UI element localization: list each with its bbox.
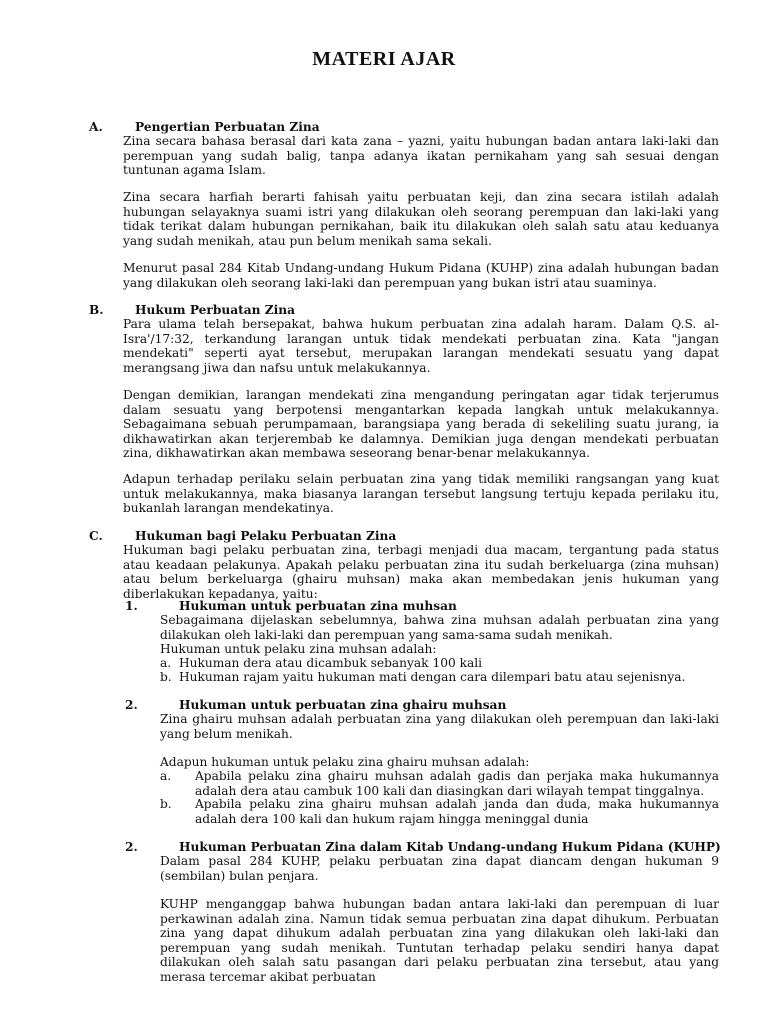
section-b-paragraph-1: Para ulama telah bersepakat, bahwa hukum perbuatan zina adalah haram. Dalam Q.S. al-Isra'/17:32, terkandung larangan untuk tidak mendekati perbuatan zina. Kata "jangan mendekati" seperti ayat tersebut, merupakan larangan mendekati sesuatu yang dapat merangsang jiwa dan nafsu untuk melakukannya. <box>123 317 719 375</box>
section-b-paragraph-3: Adapun terhadap perilaku selain perbuatan zina yang tidak memiliki rangsangan yang kuat untuk melakukannya, maka biasanya larangan tersebut langsung tertuju kepada perilaku itu, bukanlah larangan mendekatinya. <box>123 472 719 516</box>
subsection-3-paragraph-1: Dalam pasal 284 KUHP, pelaku perbuatan zina dapat diancam dengan hukuman 9 (sembilan) bulan penjara. <box>160 854 719 883</box>
subsection-3-heading: Hukuman Perbuatan Zina dalam Kitab Undang-undang Hukum Pidana (KUHP) <box>179 840 721 854</box>
list-item-marker: b. <box>160 797 172 811</box>
section-c-letter: C. <box>89 529 103 543</box>
subsection-3-paragraph-2: KUHP menganggap bahwa hubungan badan antara laki-laki dan perempuan di luar perkawinan adalah zina. Namun tidak semua perbuatan zina dapat dihukum. Perbuatan zina yang dapat dihukum adalah perbuatan zina yang dilakukan oleh laki-laki dan perempuan yang sudah menikah. Tuntutan terhadap pelaku sendiri hanya dapat dilakukan oleh salah satu pasangan dari pelaku perbuatan zina tersebut, atau yang merasa tercemar akibat perbuatan <box>160 897 719 984</box>
subsection-3-number: 2. <box>125 840 138 854</box>
section-b-heading: Hukum Perbuatan Zina <box>135 303 296 317</box>
list-item: Hukuman rajam yaitu hukuman mati dengan cara dilempari batu atau sejenisnya. <box>179 670 686 684</box>
list-item: Apabila pelaku zina ghairu muhsan adalah gadis dan perjaka maka hukumannya adalah dera atau cambuk 100 kali dan diasingkan dari wilayah tempat tinggalnya. <box>195 769 719 798</box>
list-item-marker: b. <box>160 670 172 684</box>
subsection-1-paragraph-1: Sebagaimana dijelaskan sebelumnya, bahwa zina muhsan adalah perbuatan zina yang dilakukan oleh laki-laki dan perempuan yang sama-sama sudah menikah. <box>160 613 719 642</box>
list-item-marker: a. <box>160 656 172 670</box>
section-c-paragraph-1: Hukuman bagi pelaku perbuatan zina, terbagi menjadi dua macam, tergantung pada status atau keadaan pelakunya. Apakah pelaku perbuatan zina itu sudah berkeluarga (zina muhsan) atau belum berkeluarga (ghairu muhsan) maka akan membedakan jenis hukuman yang diberlakukan kepadanya, yaitu: <box>123 543 719 601</box>
section-c-heading: Hukuman bagi Pelaku Perbuatan Zina <box>135 529 397 543</box>
subsection-2-heading: Hukuman untuk perbuatan zina ghairu muhsan <box>179 698 507 712</box>
subsection-2-paragraph-2: Adapun hukuman untuk pelaku zina ghairu muhsan adalah: <box>160 755 530 769</box>
list-item-marker: a. <box>160 769 172 783</box>
subsection-2-paragraph-1: Zina ghairu muhsan adalah perbuatan zina yang dilakukan oleh perempuan dan laki-laki yang belum menikah. <box>160 712 719 741</box>
section-a-paragraph-3: Menurut pasal 284 Kitab Undang-undang Hukum Pidana (KUHP) zina adalah hubungan badan yang dilakukan oleh seorang laki-laki dan perempuan yang bukan istri atau suaminya. <box>123 261 719 290</box>
section-a-heading: Pengertian Perbuatan Zina <box>135 120 320 134</box>
section-a-paragraph-1: Zina secara bahasa berasal dari kata zana – yazni, yaitu hubungan badan antara laki-laki dan perempuan yang sudah balig, tanpa adanya ikatan pernikaham yang sah sesuai dengan tuntunan agama Islam. <box>123 134 719 178</box>
subsection-1-number: 1. <box>125 599 138 613</box>
subsection-1-heading: Hukuman untuk perbuatan zina muhsan <box>179 599 457 613</box>
section-a-paragraph-2: Zina secara harfiah berarti fahisah yaitu perbuatan keji, dan zina secara istilah adalah hubungan selayaknya suami istri yang dilakukan oleh seorang perempuan dan laki-laki yang tidak terikat dalam hubungan pernikahan, baik itu dilakukan oleh salah satu atau keduanya yang sudah menikah, atau pun belum menikah sama sekali. <box>123 190 719 248</box>
section-a-letter: A. <box>89 120 103 134</box>
list-item: Apabila pelaku zina ghairu muhsan adalah janda dan duda, maka hukumannya adalah dera 100 kali dan hukum rajam hingga meninggal dunia <box>195 797 719 826</box>
section-b-letter: B. <box>89 303 104 317</box>
subsection-1-paragraph-2: Hukuman untuk pelaku zina muhsan adalah: <box>160 642 437 656</box>
section-b-paragraph-2: Dengan demikian, larangan mendekati zina mengandung peringatan agar tidak terjerumus dalam sesuatu yang berpotensi mengantarkan kepada langkah untuk melakukannya. Sebagaimana sebuah perumpamaan, barangsiapa yang berada di sekeliling suatu jurang, ia dikhawatirkan akan terjerembab ke dalamnya. Demikian juga dengan mendekati perbuatan zina, dikhawatirkan akan membawa seseorang benar-benar melakukannya. <box>123 388 719 461</box>
list-item: Hukuman dera atau dicambuk sebanyak 100 kali <box>179 656 483 670</box>
document-title: MATERI AJAR <box>312 48 456 70</box>
subsection-2-number: 2. <box>125 698 138 712</box>
